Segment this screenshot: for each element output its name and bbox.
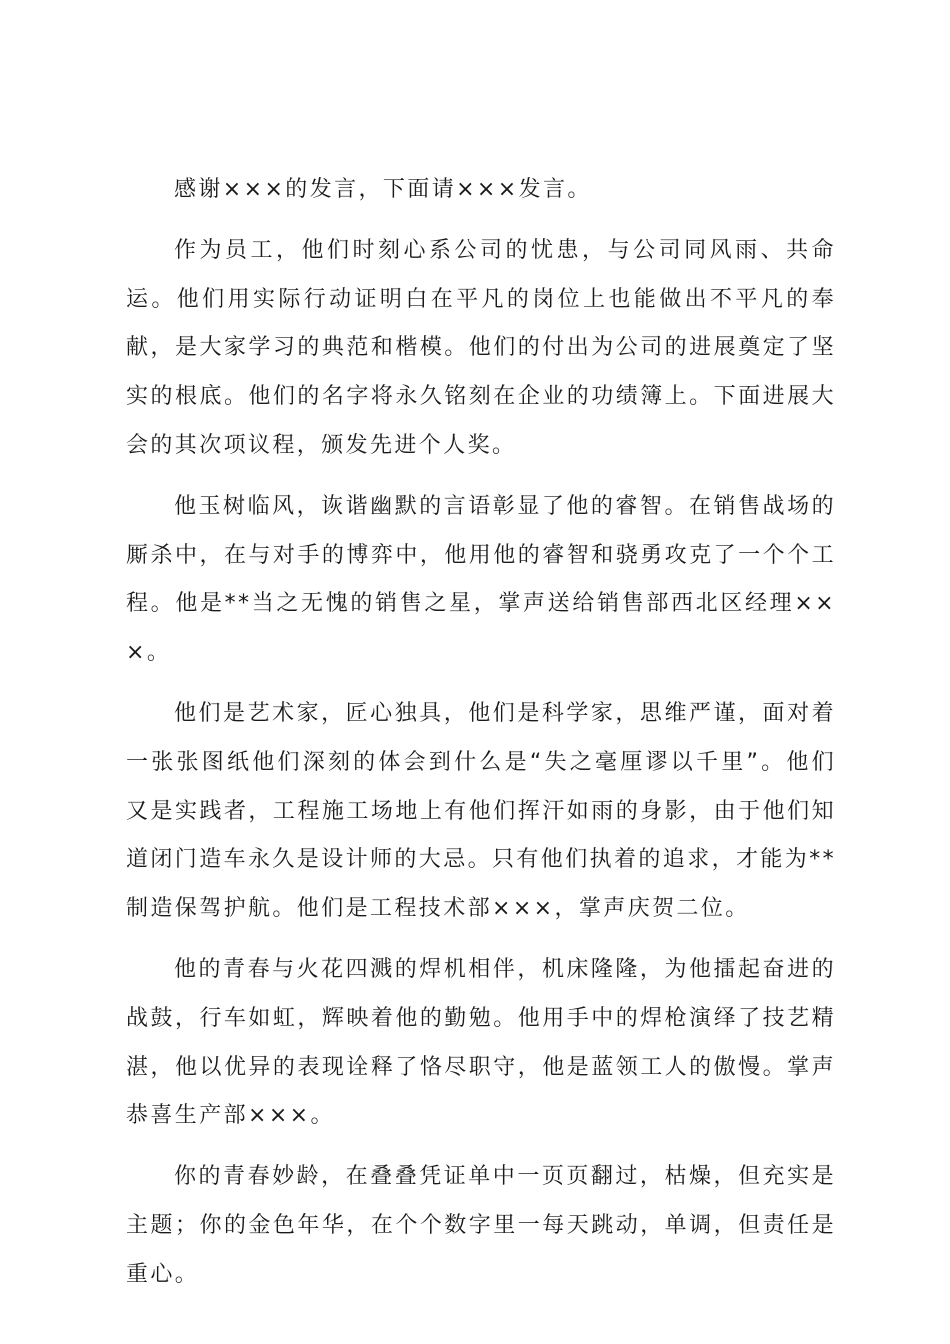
paragraph-engineers: 他们是艺术家，匠心独具，他们是科学家，思维严谨，面对着一张张图纸他们深刻的体会到什么是“失之毫厘谬以千里”。他们又是实践者，工程施工场地上有他们挥汗如雨的身影，由于他们知道闭门造车永久是设计师的大忌。只有他们执着的追求，才能为**制造保驾护航。他们是工程技术部×××，掌声庆贺二位。 (126, 700, 837, 922)
paragraph-thanks: 感谢×××的发言，下面请×××发言。 (174, 177, 592, 202)
paragraph-sales-star: 他玉树临风，诙谐幽默的言语彰显了他的睿智。在销售战场的厮杀中，在与对手的博弈中，他用他的睿智和骁勇攻克了一个个工程。他是**当之无愧的销售之星，掌声送给销售部西北区经理×××。 (126, 493, 836, 666)
paragraph-employees: 作为员工，他们时刻心系公司的忧患，与公司同风雨、共命运。他们用实际行动证明白在平凡的岗位上也能做出不平凡的奉献，是大家学习的典范和楷模。他们的付出为公司的进展奠定了坚实的根底。他们的名字将永久铭刻在企业的功绩簿上。下面进展大会的其次项议程，颁发先进个人奖。 (126, 237, 836, 458)
document-body (126, 177, 837, 1312)
paragraph-accountant: 你的青春妙龄，在叠叠凭证单中一页页翻过，枯燥，但充实是主题；你的金色年华，在个个数字里一每天跳动，单调，但责任是重心。 (126, 1164, 836, 1287)
paragraph-welder: 他的青春与火花四溅的焊机相伴，机床隆隆，为他擂起奋进的战鼓，行车如虹，辉映着他的勤勉。他用手中的焊枪演绎了技艺精湛，他以优异的表现诠释了恪尽职守，他是蓝领工人的傲慢。掌声恭喜生产部×××。 (126, 956, 836, 1129)
